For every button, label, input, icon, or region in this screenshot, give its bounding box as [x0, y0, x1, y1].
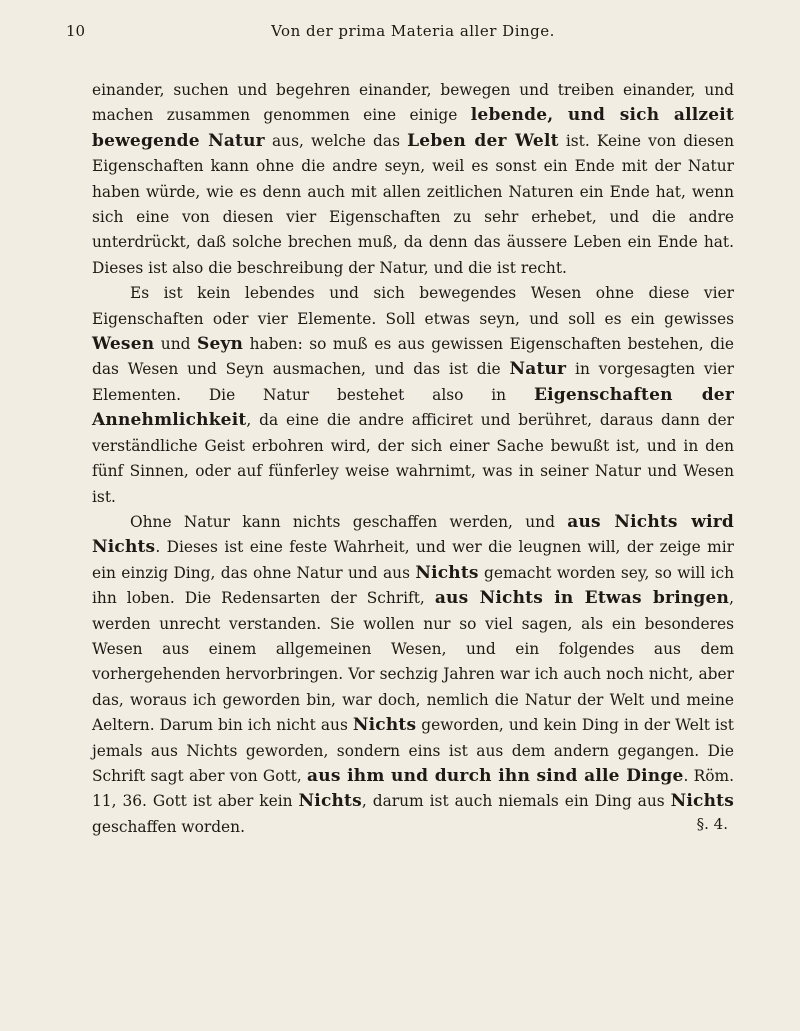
emphasized-text: lebende, und sich allzeit bewegende Natur — [92, 105, 735, 151]
emphasized-text: Nichts — [670, 791, 734, 812]
emphasized-text: Natur — [509, 359, 567, 380]
paragraph — [92, 281, 734, 510]
text-run: , werden unrecht verstanden. Sie wollen nur so viel sagen, als ein besonderes Wesen aus einem allgemeinen Wesen, und ein folgendes aus dem vorhergehenden hervorbringen. Vor sechzig Jahren war ich auch noch nicht, aber das, woraus ich geworden bin, war doch, nemlich die Natur der Welt und meine Aeltern. Darum bin ich nicht aus — [92, 589, 734, 735]
text-run: Es ist kein lebendes und sich bewegendes Wesen ohne diese vier Eigenschaften oder vier Elemente. Soll etwas seyn, und soll es ein gewisses — [92, 284, 734, 328]
text-run: , darum ist auch niemals ein Ding aus — [361, 792, 671, 811]
running-title: Von der prima Materia aller Dinge. — [271, 22, 555, 40]
catchword: §. 4. — [696, 815, 728, 834]
text-run: gemacht worden sey, so will ich ihn loben. Die Redensarten der Schrift, — [92, 563, 734, 608]
text-run: geworden, und kein Ding in der Welt ist jemals aus Nichts geworden, sondern eins ist aus dem andern gegangen. Die Schrift sagt aber von Gott, — [92, 716, 734, 785]
emphasized-text: Leben der Welt — [407, 130, 559, 151]
emphasized-text: Nichts — [352, 715, 417, 736]
page-header — [66, 18, 734, 48]
text-run: Ohne Natur kann nichts geschaffen werden, und — [130, 512, 568, 531]
text-run: haben: so muß es aus gewissen Eigenschaften bestehen, die das Wesen und Seyn ausmachen, und das ist die — [92, 335, 734, 379]
emphasized-text: aus Nichts wird Nichts — [92, 511, 734, 558]
text-run: geschaffen worden. — [92, 817, 245, 836]
text-run: ist. Keine von diesen Eigenschaften kann ohne die andre seyn, weil es sonst ein Ende mit der Natur haben würde, wie es denn auch mit allen zeitlichen Naturen ein Ende hat, wenn sich eine von diesen vier Eigenschaften zu sehr erhebet, und die andre unterdrückt, daß solche brechen muß, da denn das äussere Leben ein Ende hat. Dieses ist also die beschreibung der Natur, und die ist recht. — [92, 131, 735, 277]
emphasized-text: Eigenschaften der Annehmlichkeit — [92, 384, 734, 431]
text-run: aus, welche das — [264, 131, 408, 150]
body-text — [92, 78, 734, 840]
text-run: . Dieses ist eine feste Wahrheit, und wer die leugnen will, der zeige mir ein einzig Ding, das ohne Natur und aus — [92, 538, 734, 582]
emphasized-text: Wesen — [92, 334, 155, 355]
text-run: in vorgesagten vier Elementen. Die Natur bestehet also in — [92, 360, 734, 404]
paragraph — [92, 78, 734, 281]
emphasized-text: Nichts — [415, 562, 479, 583]
emphasized-text: aus ihm und durch ihn sind alle Dinge — [307, 765, 684, 786]
text-run: einander, suchen und begehren einander, bewegen und treiben einander, und machen zusammen genommen eine einige — [92, 81, 734, 125]
emphasized-text: Seyn — [196, 334, 244, 355]
text-run: , da eine die andre afficiret und berühret, daraus dann der verständliche Geist erbohren wird, der sich einer Sache bewußt ist, und in den fünf Sinnen, oder auf fünferley weise wahrnimt, was in seiner Natur und Wesen ist. — [92, 411, 734, 506]
paragraph — [92, 510, 734, 840]
emphasized-text: aus Nichts in Etwas bringen — [434, 588, 730, 609]
text-run: . Röm. 11, 36. Gott ist aber kein — [92, 766, 735, 811]
text-run: und — [154, 335, 197, 354]
emphasized-text: Nichts — [298, 791, 362, 812]
page-number: 10 — [66, 22, 86, 40]
